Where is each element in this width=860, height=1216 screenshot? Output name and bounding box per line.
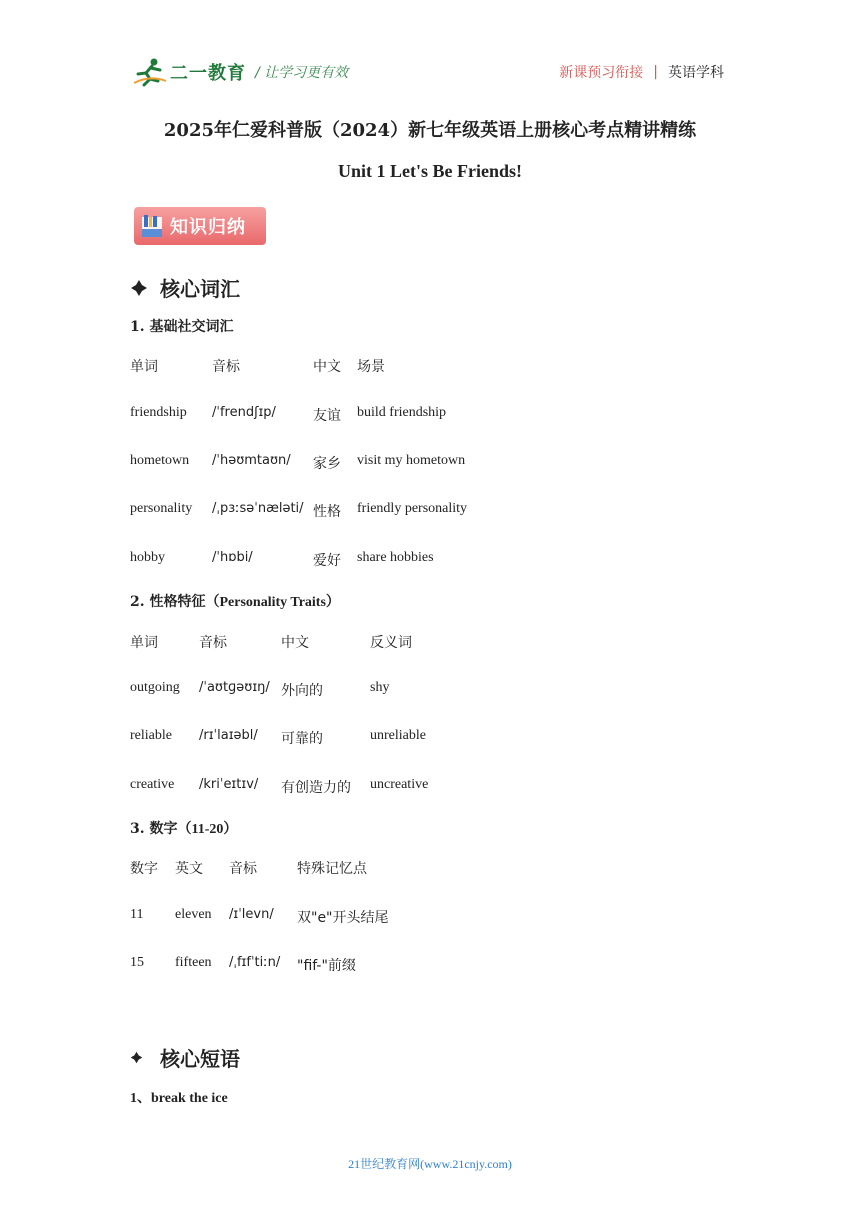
subheading-social-vocab: 1. 基础社交词汇 bbox=[130, 319, 234, 335]
col-header: 数字 bbox=[130, 861, 158, 877]
english-cell: fifteen bbox=[175, 955, 212, 970]
english-cell: eleven bbox=[175, 907, 212, 922]
document-title: 2025年仁爱科普版（2024）新七年级英语上册核心考点精讲精练 bbox=[163, 120, 697, 141]
subheading-en: Personality Traits bbox=[219, 595, 326, 610]
unit-title: Unit 1 Let's Be Friends! bbox=[338, 161, 522, 181]
col-header: 英文 bbox=[175, 861, 203, 877]
ipa-cell: /ˈaʊtɡəʊɪŋ/ bbox=[199, 680, 270, 695]
ipa-cell: /ɪˈlevn/ bbox=[229, 907, 274, 922]
ipa-cell: /ˌfɪfˈtiːn/ bbox=[229, 955, 281, 970]
col-header: 音标 bbox=[199, 635, 227, 651]
book-icon bbox=[140, 213, 164, 239]
runner-icon bbox=[132, 57, 168, 87]
subject-label: 英语学科 bbox=[668, 65, 724, 81]
scene-cell: visit my hometown bbox=[357, 453, 466, 468]
subheading-cn: 2. 性格特征（ bbox=[130, 594, 220, 610]
subheading-cn: 3. 数字（ bbox=[130, 821, 192, 837]
logo-text: 二一教育 bbox=[170, 63, 246, 84]
number-cell: 15 bbox=[130, 955, 144, 970]
word-cell: hometown bbox=[130, 453, 190, 468]
section-heading-vocabulary bbox=[130, 273, 240, 302]
subheading-numbers bbox=[130, 818, 237, 838]
diamond-bullet-icon bbox=[130, 279, 148, 297]
subheading-personality-traits bbox=[130, 591, 340, 611]
site-logo bbox=[132, 56, 246, 88]
number-cell: 11 bbox=[130, 907, 144, 922]
section-title: 核心短语 bbox=[160, 1047, 240, 1071]
col-header: 中文 bbox=[281, 635, 309, 651]
header-right bbox=[559, 62, 724, 82]
antonym-cell: uncreative bbox=[370, 777, 429, 792]
word-cell: reliable bbox=[130, 728, 172, 743]
col-header: 中文 bbox=[313, 359, 341, 375]
col-header: 音标 bbox=[229, 861, 257, 877]
ipa-cell: /rɪˈlaɪəbl/ bbox=[199, 728, 258, 743]
subheading-en: 11-20 bbox=[191, 822, 224, 837]
subheading-end: ） bbox=[223, 821, 238, 837]
col-header: 场景 bbox=[357, 359, 385, 375]
col-header: 反义词 bbox=[370, 635, 412, 651]
diamond-bullet-icon bbox=[130, 1051, 143, 1064]
section-title: 核心词汇 bbox=[160, 277, 240, 301]
word-cell: personality bbox=[130, 501, 193, 516]
chinese-cell: 性格 bbox=[313, 504, 341, 520]
ipa-cell: /ˈfrendʃɪp/ bbox=[212, 405, 276, 420]
phrase-item: 1、break the ice bbox=[130, 1091, 228, 1106]
knowledge-badge bbox=[134, 207, 266, 245]
col-header: 单词 bbox=[130, 359, 158, 375]
col-header: 单词 bbox=[130, 635, 158, 651]
chinese-cell: 爱好 bbox=[313, 553, 341, 569]
word-cell: creative bbox=[130, 777, 175, 792]
header-separator: | bbox=[653, 64, 658, 80]
chinese-cell: 家乡 bbox=[313, 456, 341, 472]
chinese-cell: 有创造力的 bbox=[281, 780, 351, 796]
ipa-cell: /ˌpɜːsəˈnæləti/ bbox=[212, 501, 304, 516]
word-cell: hobby bbox=[130, 550, 165, 565]
col-header: 特殊记忆点 bbox=[297, 861, 367, 877]
chinese-cell: 可靠的 bbox=[281, 731, 323, 747]
ipa-cell: /kriˈeɪtɪv/ bbox=[199, 777, 259, 792]
scene-cell: build friendship bbox=[357, 405, 447, 420]
word-cell: outgoing bbox=[130, 680, 180, 695]
col-header: 音标 bbox=[212, 359, 240, 375]
scene-cell: friendly personality bbox=[357, 501, 468, 516]
slogan: / 让学习更有效 bbox=[255, 65, 349, 81]
chinese-cell: 友谊 bbox=[313, 408, 341, 424]
antonym-cell: shy bbox=[370, 680, 390, 695]
ipa-cell: /ˈhɒbi/ bbox=[212, 550, 253, 565]
word-cell: friendship bbox=[130, 405, 187, 420]
scene-cell: share hobbies bbox=[357, 550, 434, 565]
memory-tip-cell: 双"e"开头结尾 bbox=[297, 910, 389, 926]
badge-label: 知识归纳 bbox=[170, 217, 246, 238]
section-heading-phrases bbox=[130, 1043, 240, 1072]
memory-tip-cell: "fif-"前缀 bbox=[297, 958, 356, 974]
antonym-cell: unreliable bbox=[370, 728, 426, 743]
course-label: 新课预习衔接 bbox=[559, 65, 644, 81]
footer-link[interactable]: 21世纪教育网(www.21cnjy.com) bbox=[348, 1157, 512, 1171]
subheading-end: ） bbox=[325, 594, 340, 610]
ipa-cell: /ˈhəʊmtaʊn/ bbox=[212, 453, 291, 468]
chinese-cell: 外向的 bbox=[281, 683, 323, 699]
